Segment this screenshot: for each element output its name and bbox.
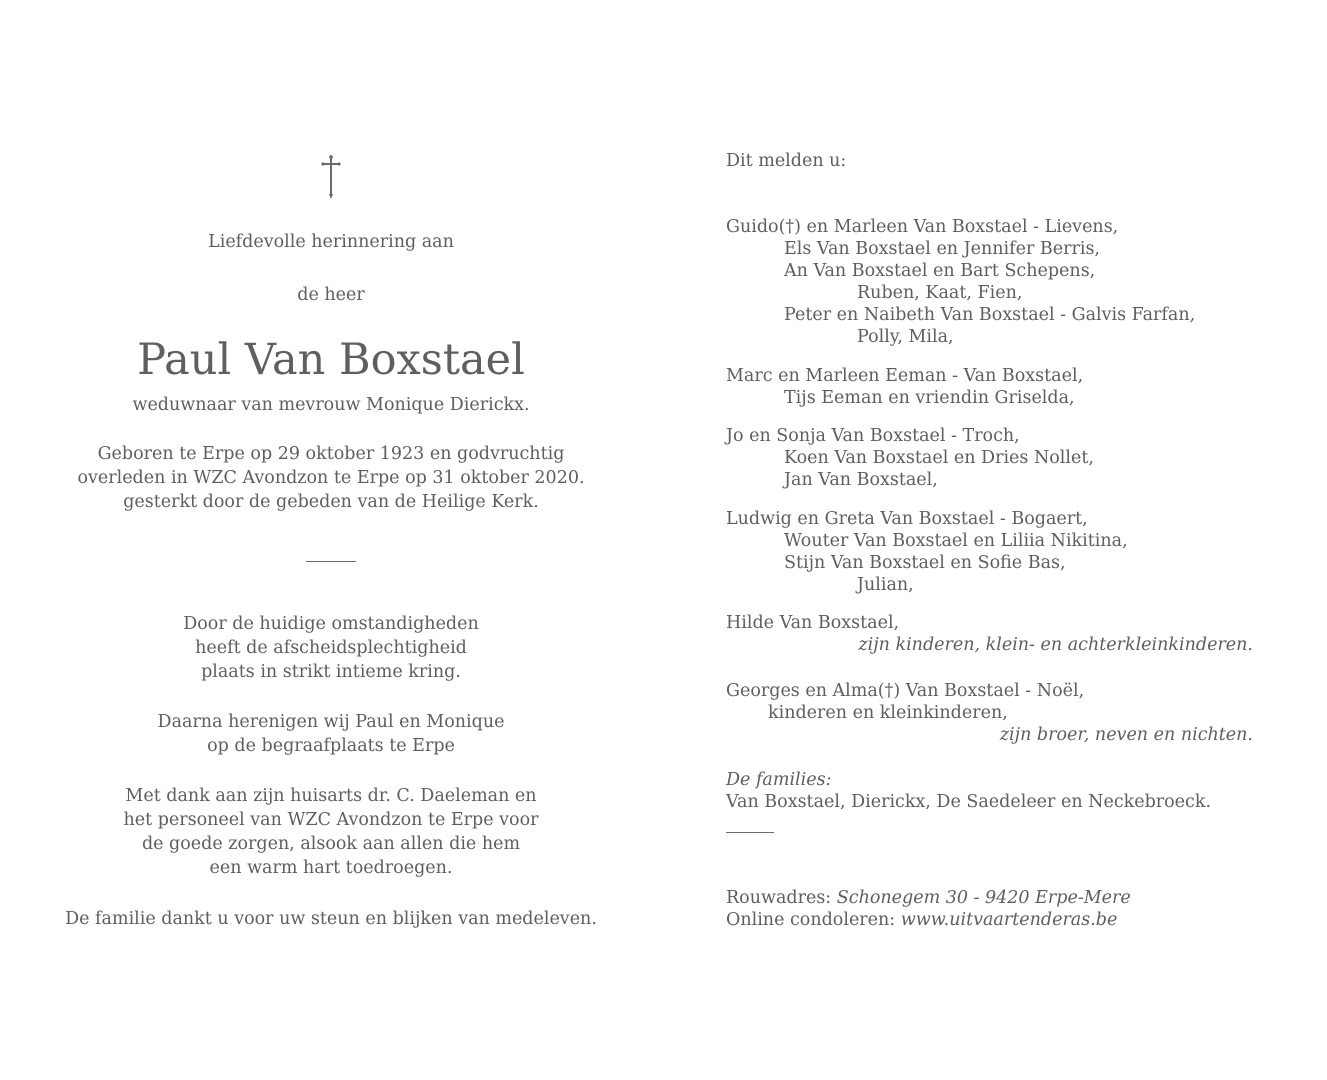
burial-line: op de begraafplaats te Erpe	[207, 736, 455, 756]
address-label: Rouwadres:	[726, 888, 832, 908]
burial-line: Daarna herenigen wij Paul en Monique	[157, 712, 505, 732]
birth-death-line: gesterkt door de gebeden van de Heilige Kerk.	[123, 492, 539, 512]
spouse-line: weduwnaar van mevrouw Monique Dierickx.	[132, 395, 530, 415]
birth-death-line: Geboren te Erpe op 29 oktober 1923 en godvruchtig	[97, 444, 565, 464]
families-label: De families:	[726, 770, 832, 790]
family-line: Tijs Eeman en vriendin Griselda,	[784, 388, 1075, 408]
family-line: Els Van Boxstael en Jennifer Berris,	[784, 239, 1100, 259]
family-line: Marc en Marleen Eeman - Van Boxstael,	[726, 366, 1084, 386]
family-line: Julian,	[857, 575, 914, 595]
family-line: Hilde Van Boxstael,	[726, 613, 900, 633]
family-line: Ludwig en Greta Van Boxstael - Bogaert,	[726, 509, 1088, 529]
family-line: Koen Van Boxstael en Dries Nollet,	[784, 448, 1094, 468]
intro-text: Liefdevolle herinnering aan	[208, 232, 454, 252]
divider	[306, 561, 356, 562]
thanks-line: Met dank aan zijn huisarts dr. C. Daeleman en	[125, 786, 537, 806]
birth-death-line: overleden in WZC Avondzon te Erpe op 31 oktober 2020.	[77, 468, 585, 488]
ceremony-line: Door de huidige omstandigheden	[183, 614, 479, 634]
families-names: Van Boxstael, Dierickx, De Saedeleer en Neckebroeck.	[726, 792, 1212, 812]
family-line: Peter en Naibeth Van Boxstael - Galvis Farfan,	[784, 305, 1196, 325]
thanks-line: een warm hart toedroegen.	[209, 858, 453, 878]
family-line: Jo en Sonja Van Boxstael - Troch,	[726, 426, 1020, 446]
online-label: Online condoleren:	[726, 910, 896, 930]
thanks-line: het personeel van WZC Avondzon te Erpe voor	[123, 810, 539, 830]
family-line: kinderen en kleinkinderen,	[768, 703, 1008, 723]
ceremony-line: heeft de afscheidsplechtigheid	[195, 638, 467, 658]
family-line: Georges en Alma(†) Van Boxstael - Noël,	[726, 681, 1085, 701]
family-line: Guido(†) en Marleen Van Boxstael - Lievens,	[726, 217, 1119, 237]
thanks-line: de goede zorgen, alsook aan allen die hem	[141, 834, 521, 854]
relationship-line: zijn broer, neven en nichten.	[999, 725, 1253, 745]
family-line: Jan Van Boxstael,	[784, 470, 938, 490]
online-condolence-line	[726, 909, 1117, 931]
title-line: de heer	[297, 285, 365, 305]
ceremony-line: plaats in strikt intieme kring.	[201, 662, 461, 682]
closing-line: De familie dankt u voor uw steun en blijken van medeleven.	[65, 909, 597, 929]
address-line	[726, 887, 1131, 909]
family-line: An Van Boxstael en Bart Schepens,	[784, 261, 1096, 281]
cross-icon	[319, 154, 343, 200]
deceased-name: Paul Van Boxstael	[137, 335, 525, 385]
divider	[726, 832, 774, 833]
online-url[interactable]: www.uitvaartenderas.be	[900, 910, 1118, 930]
family-line: Wouter Van Boxstael en Liliia Nikitina,	[784, 531, 1128, 551]
family-line: Ruben, Kaat, Fien,	[857, 283, 1023, 303]
announcement-heading: Dit melden u:	[726, 151, 847, 171]
address-value: Schonegem 30 - 9420 Erpe-Mere	[836, 888, 1131, 908]
family-line: Polly, Mila,	[857, 327, 954, 347]
family-line: Stijn Van Boxstael en Sofie Bas,	[784, 553, 1066, 573]
relationship-line: zijn kinderen, klein- en achterkleinkinderen.	[858, 635, 1253, 655]
